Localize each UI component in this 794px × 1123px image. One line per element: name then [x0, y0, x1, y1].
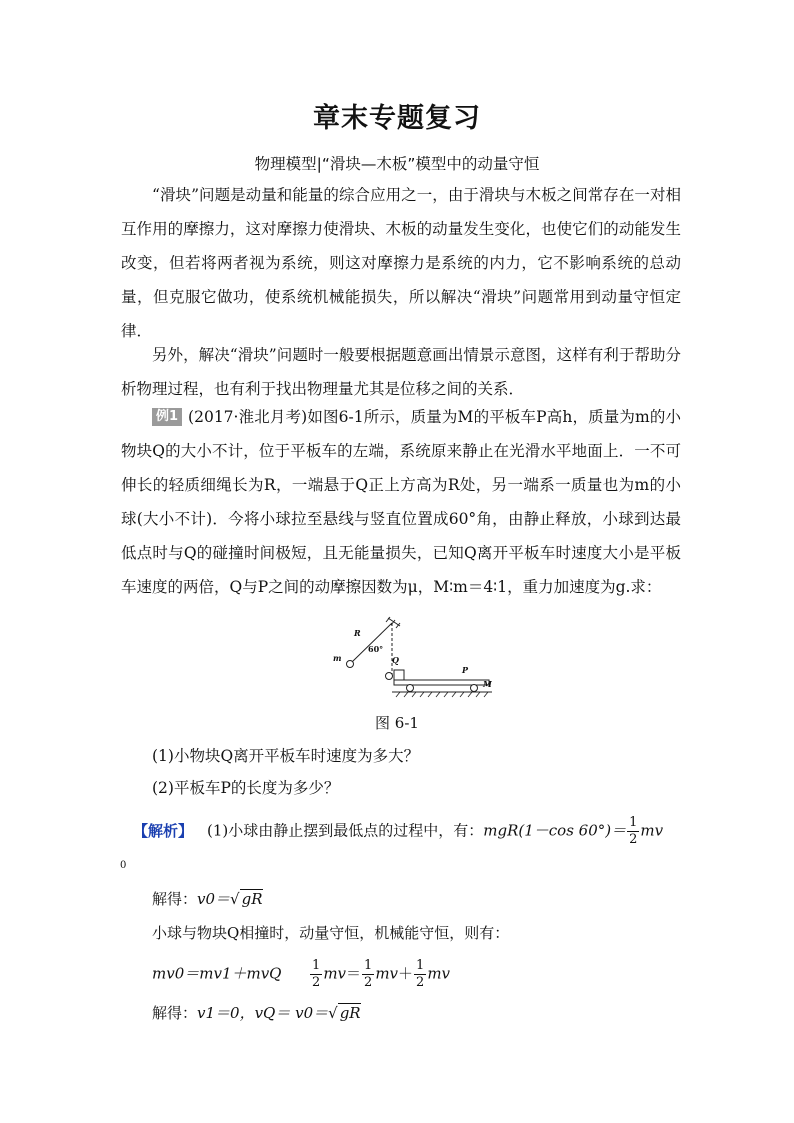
sqrt-gR: gR — [241, 890, 263, 908]
energy-term-c: mv — [427, 964, 451, 983]
solution-step-1 — [133, 815, 693, 848]
paragraph-intro: “滑块”问题是动量和能量的综合应用之一，由于滑块与木板之间常存在一对相互作用的摩擦力，这对摩擦力使滑块、木板的动量发生变化，也使它们的动能发生改变，但若将两者视为系统，则这对摩擦力是系统的内力，它不影响系统的总动量，但克服它做功，使系统机械能损失，所以解决“滑块”问题常用到动量守恒定律． — [121, 186, 681, 340]
sqrt-gR-2: gR — [339, 1004, 361, 1022]
fraction-half-c: $\frac{1}{2}$ — [416, 958, 425, 990]
label-angle: 60° — [368, 644, 384, 654]
page-title: 章末专题复习 — [313, 103, 481, 134]
v0-lhs: v0＝ — [197, 890, 231, 908]
paragraph-tip: 另外，解决“滑块”问题时一般要根据题意画出情景示意图，这样有利于帮助分析物理过程，也有利于找出物理量尤其是位移之间的关系． — [121, 346, 681, 398]
figure-6-1-diagram — [330, 612, 500, 704]
solve-label-2: 解得： — [152, 1004, 198, 1022]
formula-energy-right: mv — [640, 821, 664, 840]
solution-v1-vQ: 解得：v1＝0，vQ＝ v0＝√ gR — [152, 1004, 361, 1022]
energy-term-b: mv — [375, 964, 399, 983]
solution-v0: 解得：v0＝√ gR — [152, 890, 263, 908]
label-M: M — [483, 679, 492, 689]
question-1: (1)小物块Q离开平板车时速度为多大？ — [152, 747, 420, 765]
momentum-equation: mv0＝mv1＋mvQ — [152, 964, 282, 983]
example-text: (2017·淮北月考)如图6-1所示，质量为M的平板车P高h，质量为m的小物块Q的大小不计，位于平板车的左端，系统原来静止在光滑水平地面上．一不可伸长的轻质细绳长为R，一端悬于Q正上方高为R处，另一端系一质量也为m的小球(大小不计)．今将小球拉至悬线与竖直位置成60°角，由静止释放，小球到达最低点时与Q的碰撞时间极短，且无能量损失，已知Q离开平板车时速度大小是平板车速度的两倍，Q与P之间的动摩擦因数为μ，M∶m＝4∶1，重力加速度为g.求： — [121, 408, 681, 596]
label-m: m — [333, 653, 342, 663]
solution-step1-text: (1)小球由静止摆到最低点的过程中，有： — [207, 821, 484, 840]
section-subtitle: 物理模型|“滑块—木板”模型中的动量守恒 — [254, 155, 540, 173]
v1-vQ-text: v1＝0，vQ＝ v0＝ — [197, 1004, 329, 1022]
figure-caption: 图 6-1 — [375, 714, 419, 732]
stray-mark: 0 — [120, 860, 127, 871]
question-2: (2)平板车P的长度为多少？ — [152, 779, 340, 797]
solution-tag: 【解析】 — [133, 821, 194, 840]
conservation-equations: mv0＝mv1＋mvQ $\frac{1}{2}$ mv＝ $\frac{1}{2}$ mv＋ $\frac{1}{2}$ mv — [152, 958, 451, 990]
label-R: R — [354, 628, 361, 638]
collision-text: 小球与物块Q相撞时，动量守恒，机械能守恒，则有： — [152, 924, 510, 942]
example-tag: 例1 — [152, 408, 182, 426]
label-Q: Q — [392, 655, 399, 665]
solve-label-1: 解得： — [152, 890, 198, 908]
label-P: P — [462, 665, 469, 675]
fraction-half-a: $\frac{1}{2}$ — [312, 958, 321, 990]
formula-energy-left: mgR(1－cos 60°)＝ — [483, 821, 627, 840]
fraction-half: $\frac{1}{2}$ — [629, 815, 638, 847]
example-problem — [121, 400, 681, 604]
fraction-half-b: $\frac{1}{2}$ — [364, 958, 373, 990]
energy-term-a: mv — [323, 964, 347, 983]
